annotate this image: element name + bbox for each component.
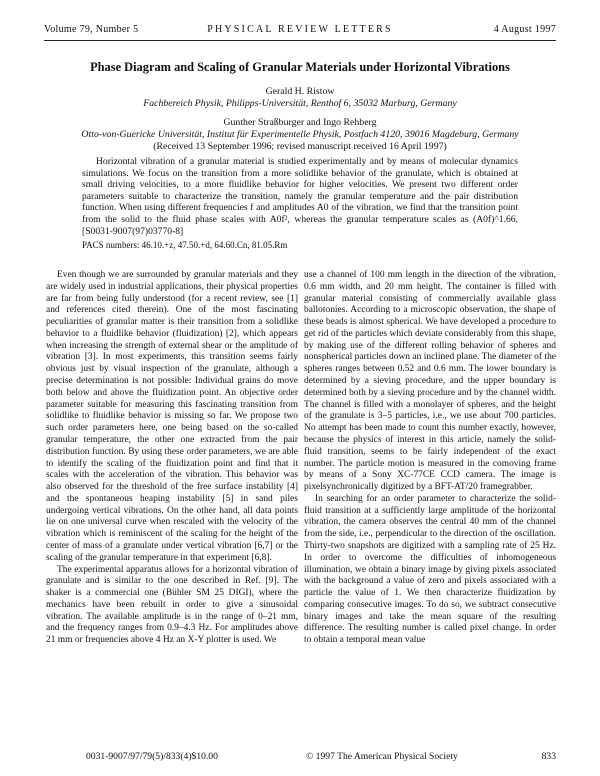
paragraph: The experimental apparatus allows for a horizontal vibration of granulate and is similar to the one described in Ref. [9]. The shaker is a commercial one (Bühler SM 25 DIGI), where the mechanics have been rebuilt in order to give a sinusoidal vibration. The available amplitude is in the range of 0–21 mm, and the frequency ranges from 0.9–4.3 Hz. For amplitudes above 21 mm or frequencies above 4 Hz an X-Y plotter is used. We xyxy=(46,564,298,646)
page-number: 833 xyxy=(541,751,556,762)
abstract: Horizontal vibration of a granular material is studied experimentally and by means of molecular dynamics simulations. We focus on the transition from a more solidlike behavior of the granulate, which is obtained at small driving velocities, to a more fluidlike behavior for higher velocities. We present two different order parameters suitable to characterize the transition, namely the granular temperature and the pair distribution function. When using different frequencies f and amplitudes A0 of the vibration, we find that the transition point from the solid to the fluid phase scales with A0f², whereas the granular temperature scales as (A0f)^1.66. [S0031-9007(97)03770-8] xyxy=(82,156,518,237)
paper-title: Phase Diagram and Scaling of Granular Materials under Horizontal Vibrations xyxy=(90,60,510,74)
issue-date: 4 August 1997 xyxy=(493,24,556,35)
volume-number: Volume 79, Number 5 xyxy=(44,24,139,35)
received-dates: (Received 13 September 1996; revised manuscript received 16 April 1997) xyxy=(153,141,447,152)
pacs-numbers: PACS numbers: 46.10.+z, 47.50.+d, 64.60.Cn, 81.05.Rm xyxy=(82,240,288,250)
paragraph: use a channel of 100 mm length in the direction of the vibration, 0.6 mm width, and 20 mm height. The container is filled with granular material consisting of commercially available glass ballotonies. According to a microscopic observation, the shape of these beads is almost spherical. We have developed a procedure to get rid of the particles which deviate considerably from this shape, by making use of the different rolling behavior of spheres and nonspherical particles down an inclined plane. The diameter of the spheres ranges between 0.52 and 0.6 mm. The lower boundary is determined by a sieving procedure, and the upper boundary is determined both by a sieving procedure and by the channel width. The channel is filled with a monolayer of spheres, and the height of the granulate is 3–5 particles, i.e., we use about 700 particles. No attempt has been made to count this number exactly, however, because the physics of interest in this article, namely the solid-fluid transition, seems to be fairly independent of the exact number. The particle motion is measured in the comoving frame by means of a Sony XC-77CE CCD camera. The image is pixelsynchronically digitized by a BFT-AT/20 framegrabber. xyxy=(304,270,556,493)
affiliation-2: Otto-von-Guericke Universität, Institut für Experimentelle Physik, Postfach 4120, 39016 Magdeburg, Germany xyxy=(81,129,519,140)
copyright: © 1997 The American Physical Society xyxy=(306,751,458,762)
paragraph: Even though we are surrounded by granular materials and they are widely used in industrial applications, their physical properties are far from being fully understood (for a recent review, see [1] and references cited therein). One of the most fascinating peculiarities of granular matter is their transition from a solidlike behavior to a fluidlike behavior (fluidization) [2], which appears when increasing the strength of external shear or the amplitude of vibration [3]. In most experiments, this transition seems fairly obvious just by visual inspection of the granulate, although a precise determination is not possible: Individual grains do move both below and above the fluidization point. An objective order parameter suitable for measuring this fascinating transition from solidlike to fluidlike behavior is missing so far. We propose two such order parameters here, one being based on the so-called granular temperature, the other one extracted from the pair distribution function. By using these order parameters, we are able to identify the scaling of the fluidization point and find that it scales with the acceleration of the vibration. This behavior was also observed for the threshold of the free surface instability [4] and the spontaneous heaping instability [5] in sand piles undergoing vertical vibrations. On the other hand, all data points lie on one universal curve when rescaled with the velocity of the vibration which is reminiscent of the scaling for the height of the center of mass of a granulate under vertical vibration [6,7] or the scaling of the granular temperature in that experiment [6,8]. xyxy=(46,270,298,563)
article-code: 0031-9007/97/79(5)/833(4)$10.00 xyxy=(86,751,218,762)
author-1: Gerald H. Ristow xyxy=(265,86,335,97)
header-rule xyxy=(44,40,556,41)
page-footer xyxy=(44,751,556,763)
affiliation-1: Fachbereich Physik, Philipps-Universität, Renthof 6, 35032 Marburg, Germany xyxy=(143,98,457,109)
journal-name: PHYSICAL REVIEW LETTERS xyxy=(207,24,393,35)
author-2: Gunther Straßburger and Ingo Rehberg xyxy=(223,117,377,128)
paragraph: In searching for an order parameter to characterize the solid-fluid transition at a sufficiently large amplitude of the horizontal vibration, the camera observes the central 40 mm of the channel from the side, i.e., perpendicular to the direction of the oscillation. Thirty-two snapshots are digitized with a sampling rate of 25 Hz. In order to overcome the difficulties of inhomogeneous illumination, we obtain a binary image by giving pixels associated with the background a value of zero and pixels associated with a particle the value of 1. We then characterize fluidization by comparing consecutive images. To do so, we subtract consecutive binary images and take the mean square of the resulting difference. The resulting number is called pixel change. In order to obtain a temporal mean value xyxy=(304,493,556,646)
running-header xyxy=(44,24,556,38)
left-column xyxy=(46,270,298,647)
right-column xyxy=(304,270,556,647)
